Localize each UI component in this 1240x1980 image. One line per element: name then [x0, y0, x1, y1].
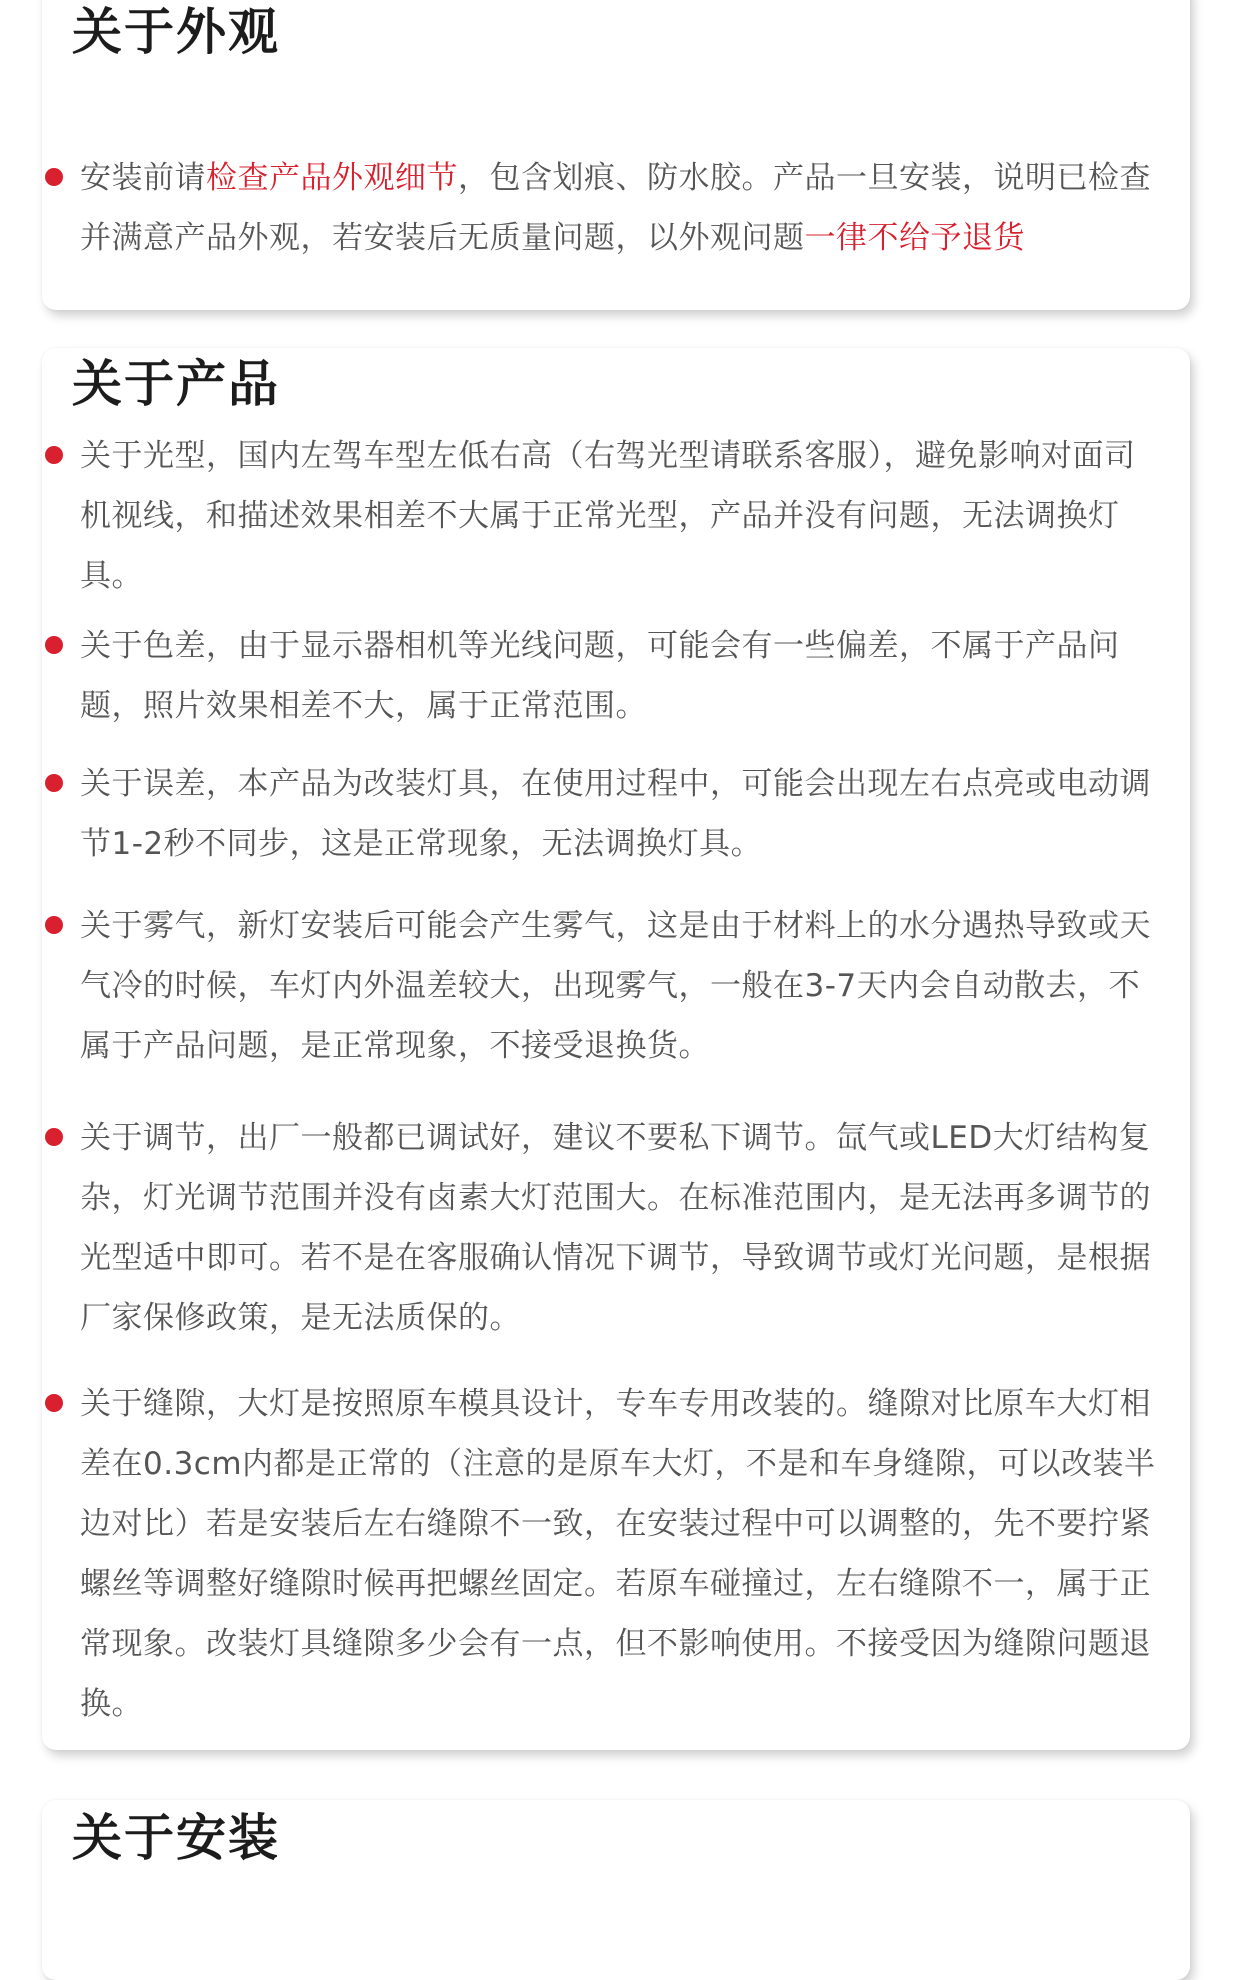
- bullet-dot-icon: [45, 916, 63, 934]
- highlight-text: 检查产品外观细节: [206, 160, 458, 196]
- item-text: 关于色差，由于显示器相机等光线问题，可能会有一些偏差，不属于产品问题，照片效果相差不大，属于正常范围。: [80, 628, 1120, 724]
- section-appearance: [42, 0, 1190, 310]
- bullet-dot-icon: [45, 446, 63, 464]
- section-title: 关于安装: [72, 1809, 280, 1867]
- bullet-dot-icon: [45, 1128, 63, 1146]
- section-installation: [42, 1800, 1190, 1980]
- section-product: [42, 348, 1190, 1750]
- item-text: 关于误差，本产品为改装灯具，在使用过程中，可能会出现左右点亮或电动调节1-2秒不同步，这是正常现象，无法调换灯具。: [80, 766, 1151, 862]
- bullet-dot-icon: [45, 1394, 63, 1412]
- bullet-dot-icon: [45, 168, 63, 186]
- bullet-dot-icon: [45, 774, 63, 792]
- section-title: 关于外观: [72, 3, 280, 61]
- highlight-text: 一律不给予退货: [804, 220, 1025, 256]
- item-text: 关于光型，国内左驾车型左低右高（右驾光型请联系客服），避免影响对面司机视线，和描述效果相差不大属于正常光型，产品并没有问题，无法调换灯具。: [80, 438, 1136, 594]
- section-title: 关于产品: [72, 355, 280, 413]
- item-text: 关于调节，出厂一般都已调试好，建议不要私下调节。氙气或LED大灯结构复杂，灯光调节范围并没有卤素大灯范围大。在标准范围内，是无法再多调节的光型适中即可。若不是在客服确认情况下调节，导致调节或灯光问题，是根据厂家保修政策，是无法质保的。: [80, 1120, 1151, 1336]
- item-text: 安装前请检查产品外观细节，包含划痕、防水胶。产品一旦安装，说明已检查并满意产品外观，若安装后无质量问题，以外观问题一律不给予退货: [80, 160, 1151, 256]
- item-text: 关于雾气，新灯安装后可能会产生雾气，这是由于材料上的水分遇热导致或天气冷的时候，车灯内外温差较大，出现雾气，一般在3-7天内会自动散去，不属于产品问题，是正常现象，不接受退换货。: [80, 908, 1151, 1064]
- bullet-dot-icon: [45, 636, 63, 654]
- item-text: 关于缝隙，大灯是按照原车模具设计，专车专用改装的。缝隙对比原车大灯相差在0.3cm内都是正常的（注意的是原车大灯，不是和车身缝隙，可以改装半边对比）若是安装后左右缝隙不一致，在安装过程中可以调整的，先不要拧紧螺丝等调整好缝隙时候再把螺丝固定。若原车碰撞过，左右缝隙不一，属于正常现象。改装灯具缝隙多少会有一点，但不影响使用。不接受因为缝隙问题退换。: [80, 1386, 1156, 1722]
